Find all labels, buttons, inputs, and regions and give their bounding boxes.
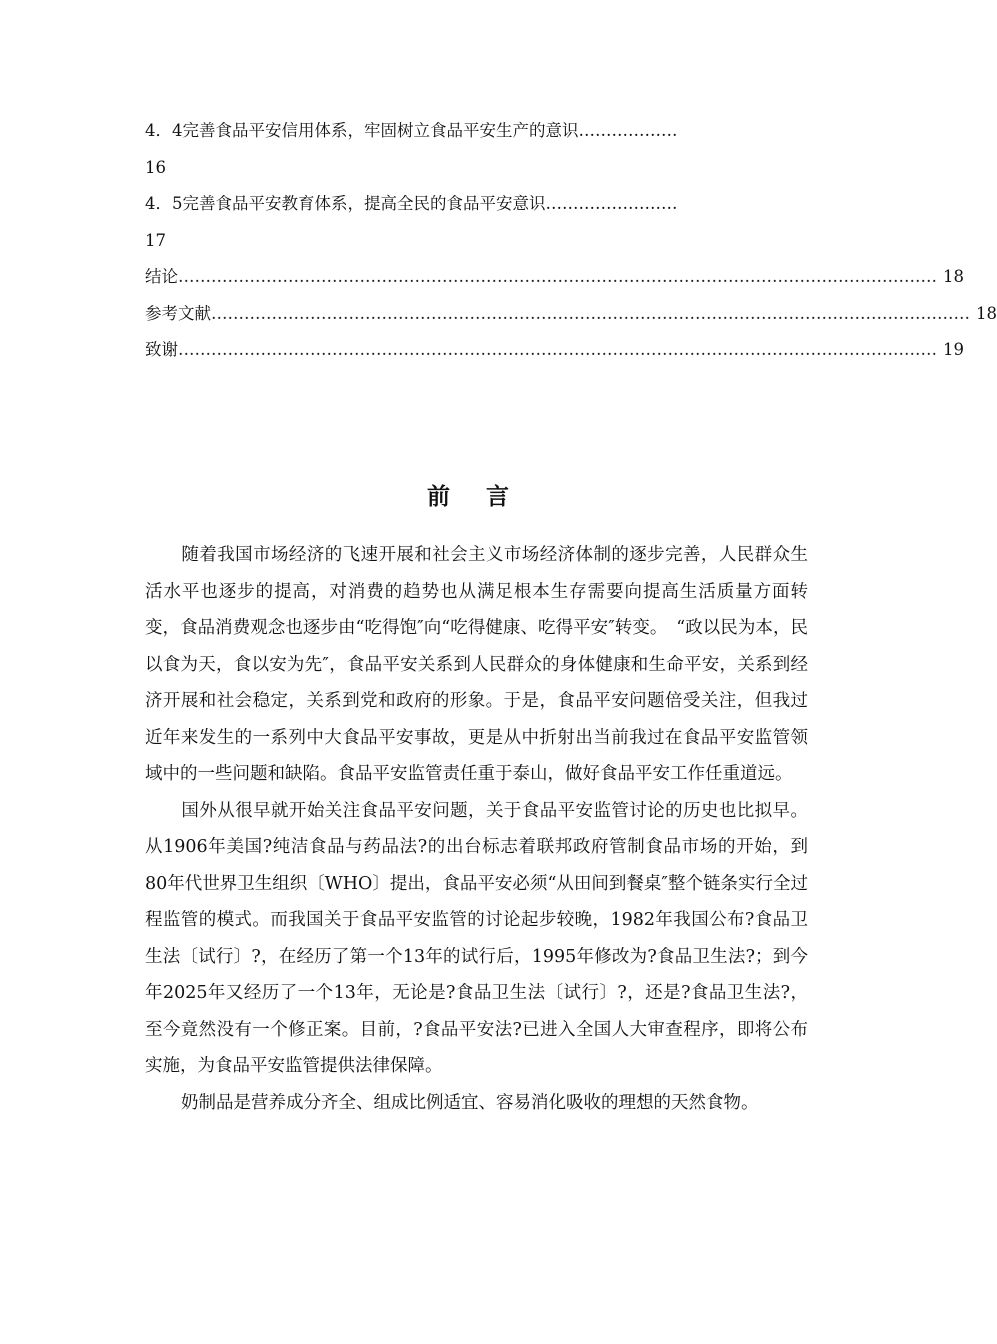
toc-entry-conclusion[interactable] [145, 259, 964, 296]
toc-entry-acknowledgements[interactable] [145, 332, 964, 369]
paragraph-text: 国外从很早就开始关注食品平安问题，关于食品平安监管讨论的历史也比拟早。从1906年美国?纯洁食品与药品法?的出台标志着联邦政府管制食品市场的开始，到80年代世界卫生组织〔WHO〕提出，食品平安必须“从田间到餐桌″整个链条实行全过程监管的模式。而我国关于食品平安监管的讨论起步较晚，1982年我国公布?食品卫生法〔试行〕?，在经历了第一个13年的试行后，1995年修改为?食品卫生法?；到今年2025年又经历了一个13年，无论是?食品卫生法〔试行〕?，还是?食品卫生法?，至今竟然没有一个修正案。目前，?食品平安法?已进入全国人大审查程序，即将公布实施，为食品平安监管提供法律保障。 [145, 800, 808, 1076]
section-body [145, 537, 808, 1121]
toc-leader-dots: ………………………………………………………………………………………………………………………… [178, 267, 937, 286]
paragraph-text: 随着我国市场经济的飞速开展和社会主义市场经济体制的逐步完善，人民群众生活水平也逐步的提高，对消费的趋势也从满足根本生存需要向提高生活质量方面转变，食品消费观念也逐步由“吃得饱″向“吃得健康、吃得平安″转变。 “政以民为本，民以食为天，食以安为先″，食品平安关系到人民群众的身体健康和生命平安，关系到经济开展和社会稳定，关系到党和政府的形象。于是，食品平安问题倍受关注，但我过近年来发生的一系列中大食品平安事故，更是从中折射出当前我过在食品平安监管领域中的一些问题和缺陷。食品平安监管责任重于泰山，做好食品平安工作任重道远。 [145, 545, 808, 784]
paragraph [145, 793, 808, 1085]
toc-entry-4-4-page: 16 [145, 157, 166, 177]
paragraph [145, 537, 808, 793]
toc-entry-4-5-page: 17 [145, 230, 166, 250]
paragraph-text: 奶制品是营养成分齐全、组成比例适宜、容易消化吸收的理想的天然食物。 [181, 1092, 759, 1113]
toc-page-number: 18 [943, 267, 964, 286]
toc-leader-dots: ………………………………………………………………………………………………………………………… [178, 340, 937, 359]
toc-entry-4-5-title[interactable]: 4．5完善食品平安教育体系，提高全民的食品平安意识…………………… [145, 194, 678, 213]
toc-entry-label: 结论 [145, 267, 178, 286]
paragraph [145, 1085, 808, 1122]
toc-leader-dots: ………………………………………………………………………………………………………………………… [211, 303, 970, 323]
toc-entry-label: 参考文献 [145, 303, 211, 323]
toc-entry-references[interactable] [145, 296, 997, 333]
toc-page-number: 19 [943, 340, 964, 359]
toc-page-number: 18 [976, 303, 997, 323]
section-title: 前 言 [426, 484, 523, 510]
toc-entry-label: 致谢 [145, 340, 178, 359]
table-of-contents [145, 113, 997, 369]
toc-entry-4-4-title[interactable]: 4．4完善食品平安信用体系，牢固树立食品平安生产的意识……………… [145, 121, 678, 140]
